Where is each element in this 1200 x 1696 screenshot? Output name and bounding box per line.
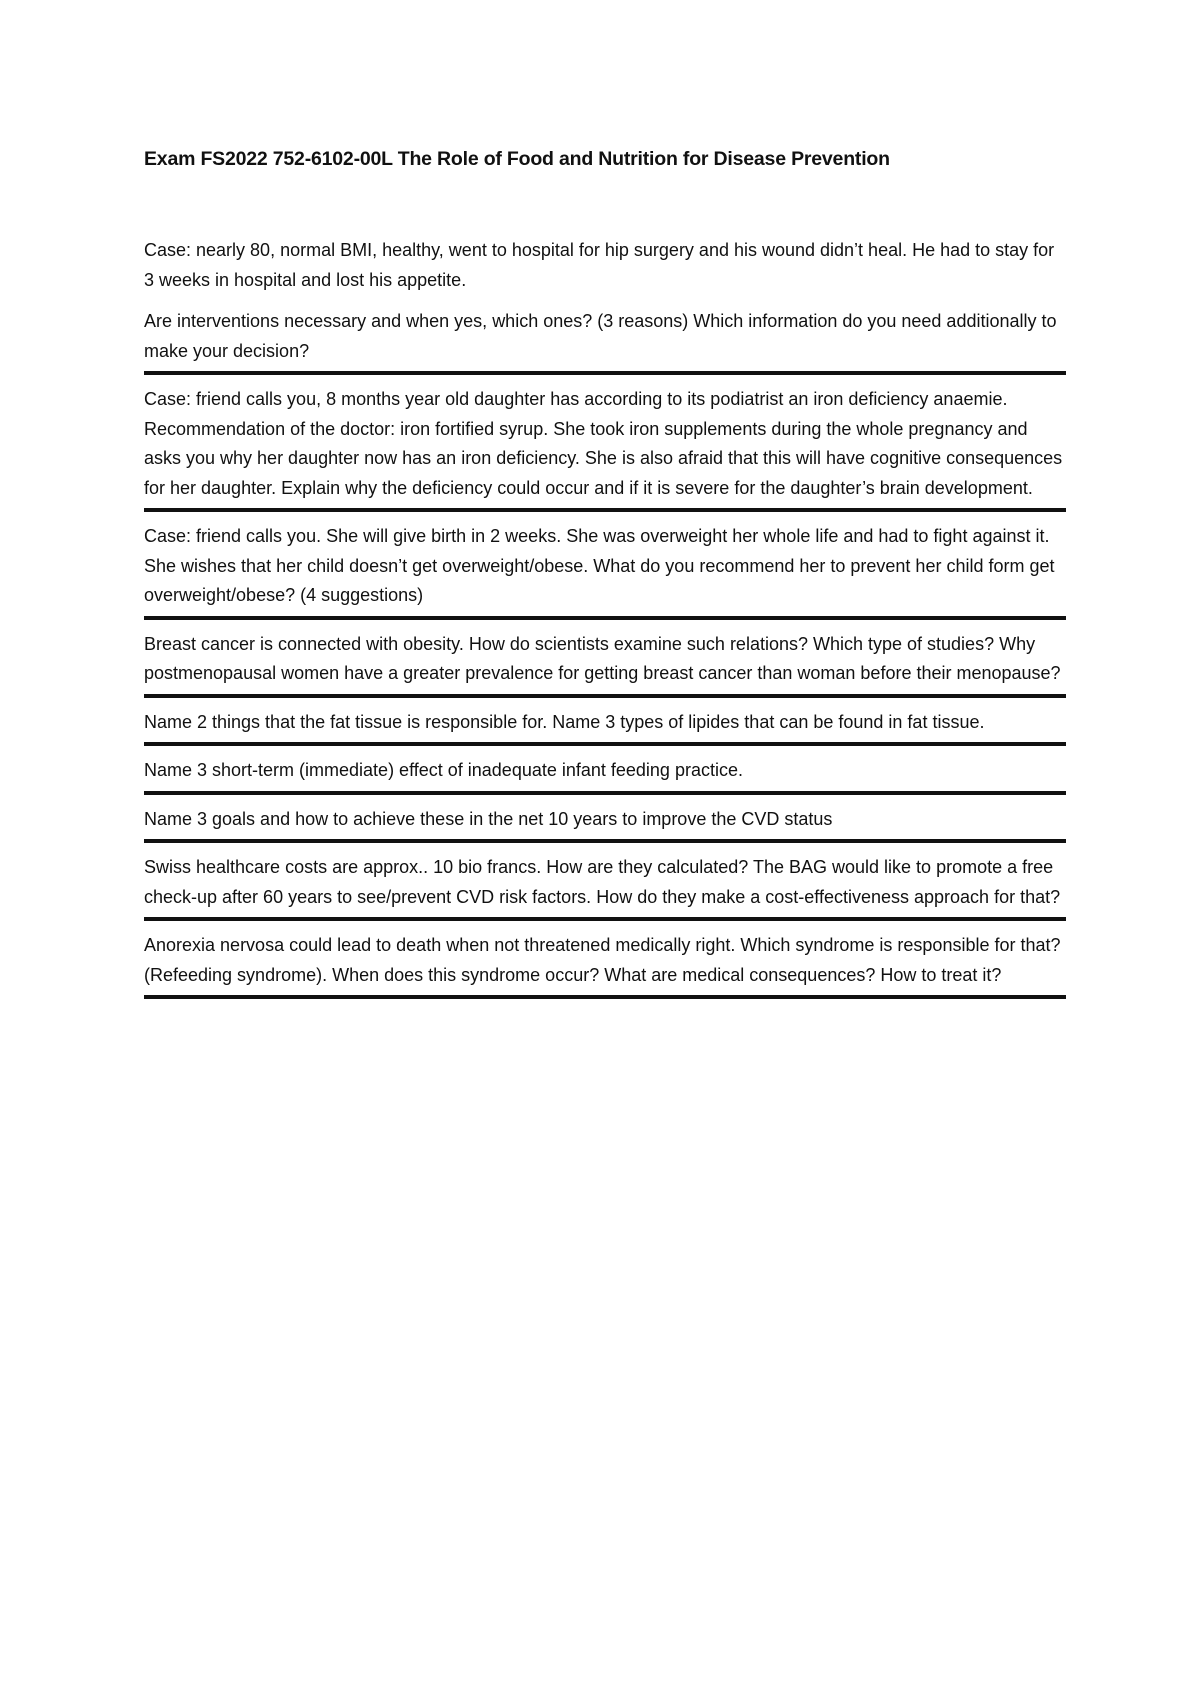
divider-rule bbox=[144, 742, 1066, 746]
question-4-text: Breast cancer is connected with obesity. How do scientists examine such relations? Which type of studies? Why postmenopausal women have a greater prevalence for getting breast cancer than woman before their menopause? bbox=[144, 633, 1061, 683]
divider-rule bbox=[144, 839, 1066, 843]
question-block-5 bbox=[144, 708, 1066, 738]
divider-rule bbox=[144, 791, 1066, 795]
question-block-1 bbox=[144, 236, 1066, 366]
question-7-text: Name 3 goals and how to achieve these in the net 10 years to improve the CVD status bbox=[144, 808, 833, 829]
question-5-text: Name 2 things that the fat tissue is responsible for. Name 3 types of lipides that can be found in fat tissue. bbox=[144, 711, 985, 732]
question-block-4 bbox=[144, 630, 1066, 689]
question-block-3 bbox=[144, 522, 1066, 611]
divider-rule bbox=[144, 917, 1066, 921]
question-block-8 bbox=[144, 853, 1066, 912]
question-block-9 bbox=[144, 931, 1066, 990]
divider-rule bbox=[144, 694, 1066, 698]
question-8-text: Swiss healthcare costs are approx.. 10 bio francs. How are they calculated? The BAG would like to promote a free check-up after 60 years to see/prevent CVD risk factors. How do they make a cost-effectiveness approach for that? bbox=[144, 857, 1061, 907]
divider-rule bbox=[144, 995, 1066, 999]
question-6-text: Name 3 short-term (immediate) effect of inadequate infant feeding practice. bbox=[144, 760, 743, 780]
question-list bbox=[144, 236, 1066, 1009]
divider-rule bbox=[144, 371, 1066, 375]
divider-rule bbox=[144, 616, 1066, 620]
question-1-task: Are interventions necessary and when yes, which ones? (3 reasons) Which information do you need additionally to make your decision? bbox=[144, 311, 1057, 361]
question-2-text: Case: friend calls you, 8 months year old daughter has according to its podiatrist an iron deficiency anaemie. Recommendation of the doctor: iron fortified syrup. She took iron supplements during the whole pregnancy and asks you why her daughter now has an iron deficiency. She is also afraid that this will have cognitive consequences for her daughter. Explain why the deficiency could occur and if it is severe for the daughter’s brain development. bbox=[144, 389, 1063, 498]
question-block-2 bbox=[144, 385, 1066, 503]
question-block-7 bbox=[144, 805, 1066, 835]
question-3-text: Case: friend calls you. She will give birth in 2 weeks. She was overweight her whole life and had to fight against it. She wishes that her child doesn’t get overweight/obese. What do you recommend her to prevent her child form get overweight/obese? (4 suggestions) bbox=[144, 526, 1055, 605]
question-9-text: Anorexia nervosa could lead to death when not threatened medically right. Which syndrome is responsible for that? (Refeeding syndrome). When does this syndrome occur? What are medical consequences? How to treat it? bbox=[144, 935, 1061, 985]
divider-rule bbox=[144, 508, 1066, 512]
question-block-6 bbox=[144, 756, 1066, 786]
document-title: Exam FS2022 752-6102-00L The Role of Food and Nutrition for Disease Prevention bbox=[144, 148, 890, 170]
question-1-case: Case: nearly 80, normal BMI, healthy, went to hospital for hip surgery and his wound didn’t heal. He had to stay for 3 weeks in hospital and lost his appetite. bbox=[144, 240, 1055, 290]
